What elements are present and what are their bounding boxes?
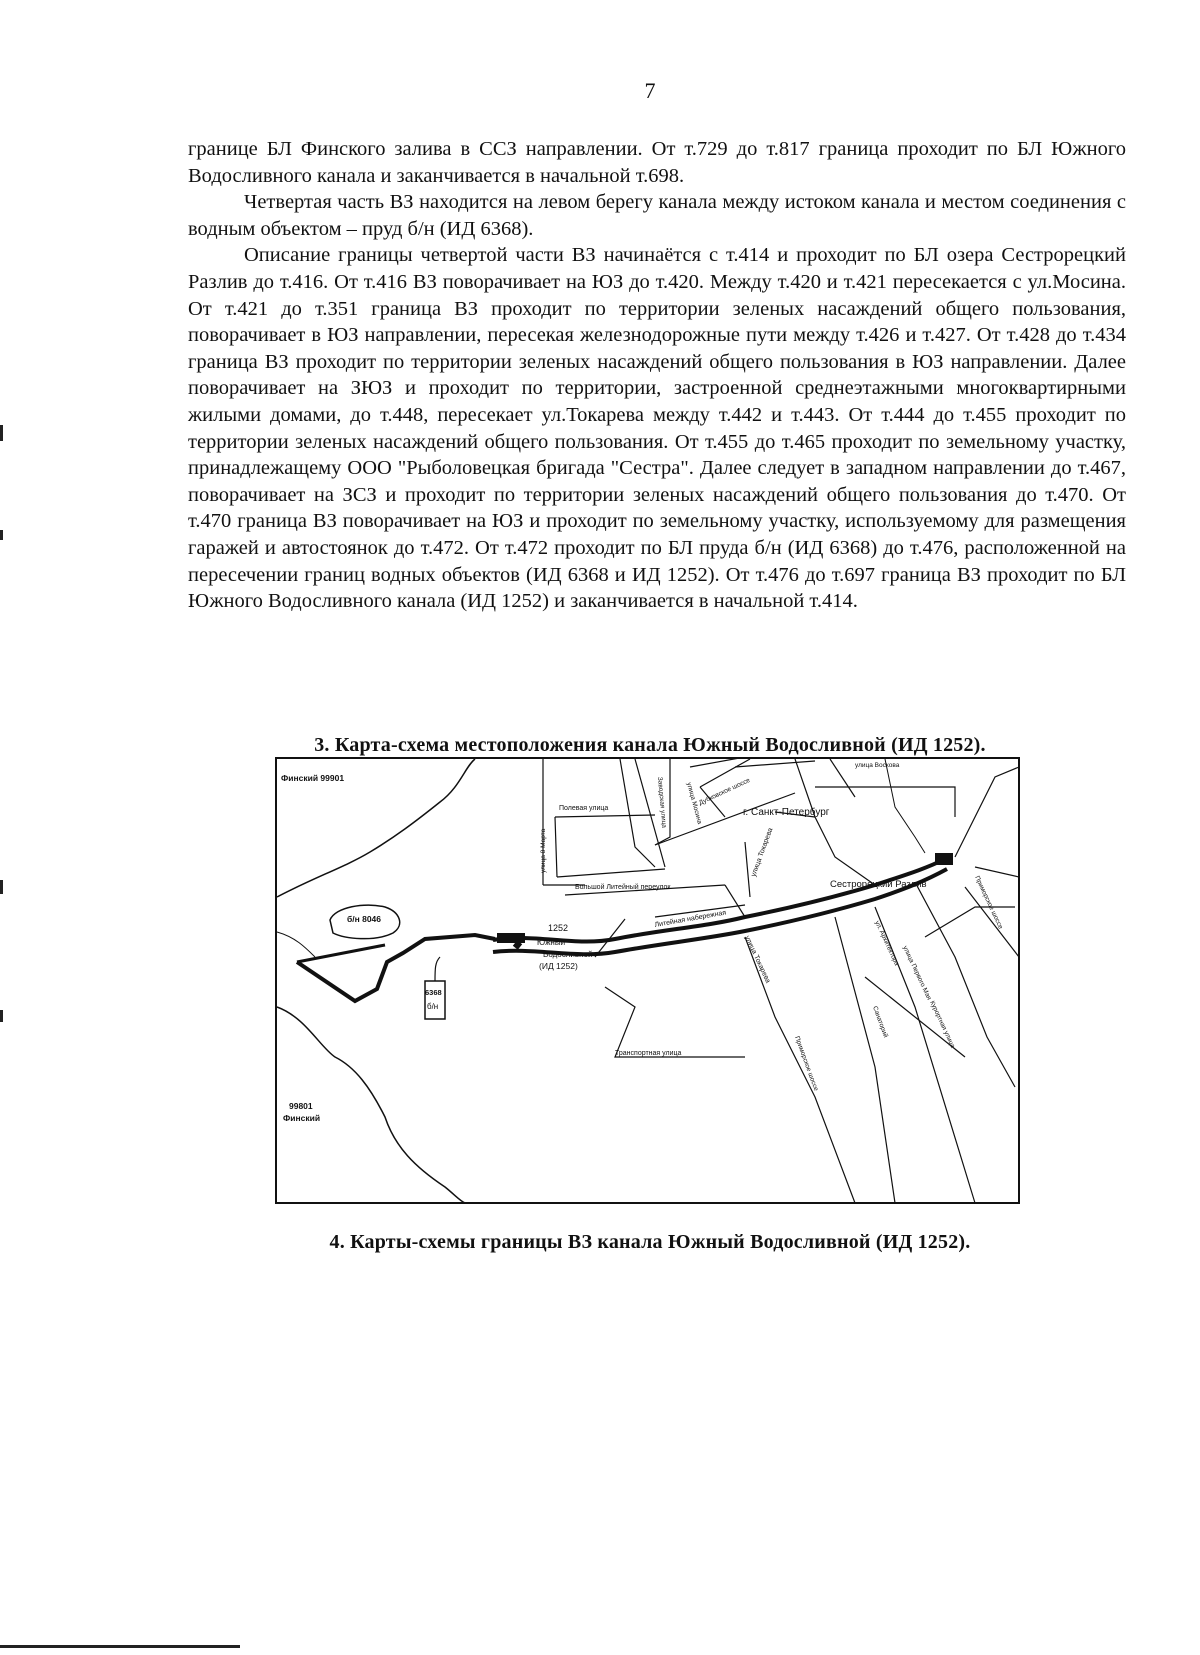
label-pond-bn: б/н [427,1002,439,1011]
paragraph-3: Описание границы четвертой части ВЗ начинаётся с т.414 и проходит по БЛ озера Сестрорецкий Разлив до т.416. От т.416 ВЗ поворачивает на ЮЗ до т.420. Между т.420 и т.421 пересекается с ул.Мосина. От т.421 до т.351 граница ВЗ проходит по территории зеленых насаждений общего пользования, поворачивает в ЮЗ направлении, пересекая железнодорожные пути между т.426 и т.427. От т.428 до т.434 граница ВЗ проходит по территории зеленых насаждений общего пользования в ЮЗ направлении. Далее поворачивает на ЗЮЗ и проходит по территории, застроенной среднеэтажными многоквартирными жилыми домами, до т.448, пересекает ул.Токарева между т.442 и т.443. От т.444 до т.455 проходит по территории зеленых насаждений общего пользования. От т.455 до т.465 проходит по земельному участку, принадлежащему ООО "Рыболовецкая бригада "Сестра". Далее следует в западном направлении до т.467, поворачивает на ЗСЗ и проходит по территории зеленых насаждений общего пользования до т.470. От т.470 граница ВЗ поворачивает на ЮЗ и проходит по земельному участку, используемому для размещения гаражей и автостоянок до т.472. От т.472 проходит по БЛ пруда б/н (ИД 6368) до т.476, расположенной на пересечении границ водных объектов (ИД 6368 и ИД 1252). От т.476 до т.697 граница ВЗ проходит по БЛ Южного Водосливного канала (ИД 1252) и заканчивается в начальной т.414. [188,244,1126,613]
map-frame [276,758,1019,1203]
razliv-marker [935,853,953,865]
label-finsky-top: Финский 99901 [281,773,345,783]
label-street-arhitektora: ул. Архитектора [873,919,901,967]
label-canal-name-2: Водосливной [543,950,593,959]
body-text [188,136,1126,615]
label-street-primorskoe: Приморское шоссе [793,1035,820,1092]
canal-mark-a [515,943,520,947]
scan-artifact [0,530,3,540]
paragraph-1: границе БЛ Финского залива в ССЗ направлении. От т.729 до т.817 граница проходит по БЛ Южного Водосливного канала и заканчивается в начальной т.698. [188,138,1126,187]
label-street-pervogo: улица Первого Мая [901,944,933,1002]
label-spb: г. Санкт-Петербург [743,807,830,818]
pond-6368-box [425,981,445,1019]
label-finsky-bottom-code: 99801 [289,1101,313,1111]
label-street-tokareva-1: улица Токарева [750,827,775,878]
paragraph-2: Четвертая часть ВЗ находится на левом берегу канала между истоком канала и местом соединения с водным объектом – пруд б/н (ИД 6368). [188,191,1126,240]
label-street-tokareva-2: улица Токарева [743,934,772,985]
label-street-dubkovskoe: Дубковское шоссе [697,776,752,807]
label-street-mosina: улица Мосина [685,781,703,825]
location-map [275,757,1020,1204]
label-street-cosmos: Приморское шоссе [973,874,1004,931]
label-street-8marta: улица 8 Марта [540,828,547,873]
label-canal-id: (ИД 1252) [539,961,578,971]
label-pond-top: б/н 8046 [347,914,382,924]
label-street-voskova: улица Воскова [855,762,900,769]
label-street-transport: Транспортная улица [615,1050,682,1057]
label-pond-code: 6368 [425,988,442,997]
label-street-naberezhnaya: Литейная набережная [654,909,727,929]
label-street-zavodskaya: Заводская улица [656,776,668,829]
map-svg [275,757,1020,1204]
section-3-heading: 3. Карта-схема местоположения канала Южный Водосливной (ИД 1252). [314,734,986,756]
scan-artifact [0,1010,3,1022]
label-street-bolshoy: Большой Литейный переулок [575,884,671,891]
label-street-polevaya: Полевая улица [559,805,609,812]
label-finsky-bottom-name: Финский [283,1113,321,1123]
scan-artifact [0,425,3,441]
page-number: 7 [644,78,656,103]
label-canal-name-1: Южный [537,938,566,947]
section-4-heading: 4. Карты-схемы границы ВЗ канала Южный Водосливной (ИД 1252). [329,1231,971,1253]
scan-artifact [0,1645,240,1648]
label-street-kurortnaya: Курортная улица [928,999,957,1050]
canal-id-block [497,933,525,943]
label-canal-code: 1252 [548,923,569,933]
label-street-sanatoriy: Санаторий [871,1005,889,1039]
scan-artifact [0,880,3,894]
label-sestroretsky: Сестрорецкий Разлив [830,879,927,890]
